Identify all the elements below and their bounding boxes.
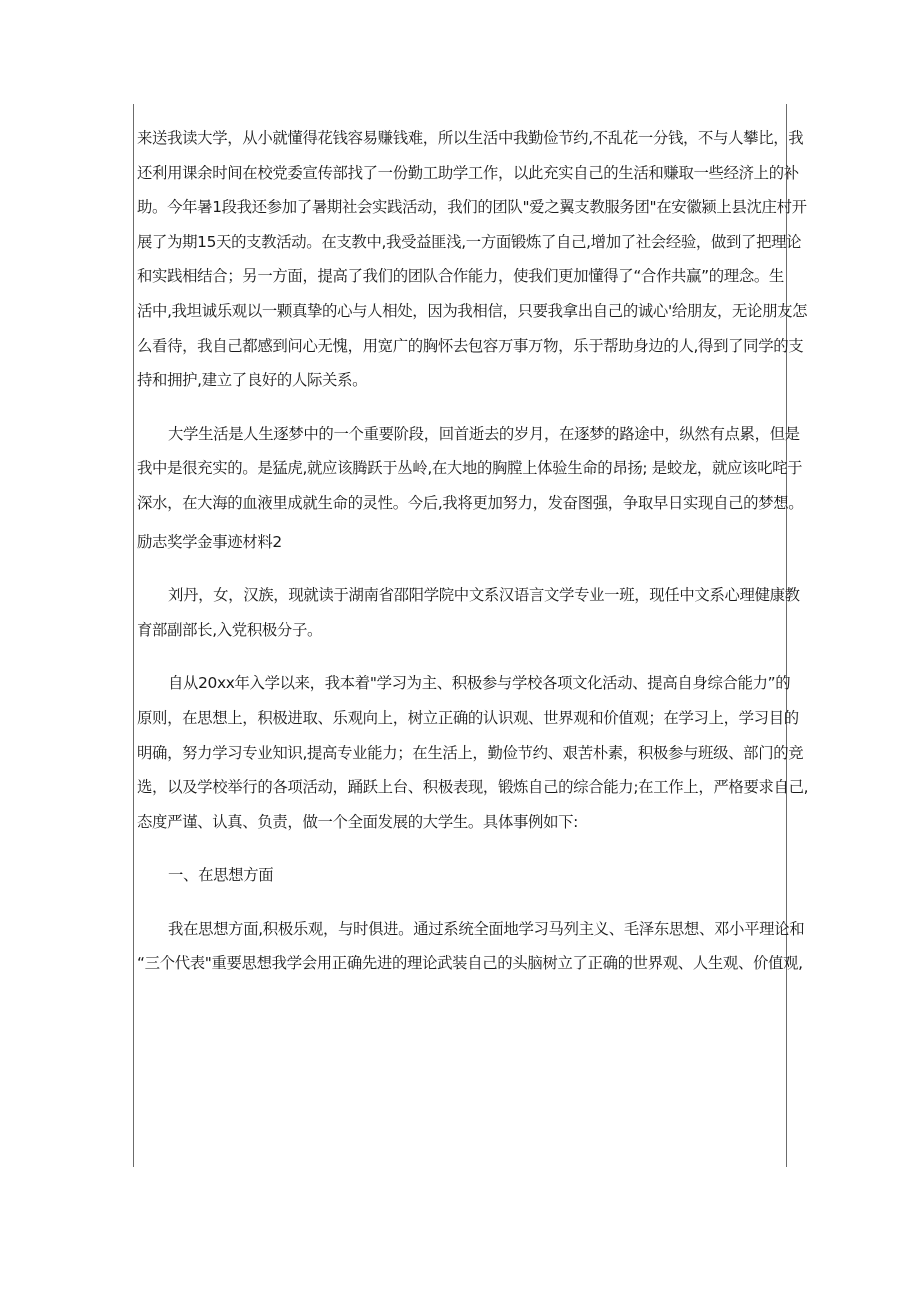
- text-line: 我中是很充实的。是猛虎,就应该腾跃于丛岭,在大地的胸膛上体验生命的昂扬; 是蛟龙，就应该叱咤于: [137, 459, 803, 478]
- text-line: 深水，在大海的血液里成就生命的灵性。今后,我将更加努力，发奋图强，争取早日实现自己的梦想。: [137, 493, 804, 512]
- text-line: 育部副部长,入党积极分子。: [137, 620, 323, 639]
- text-line: 明确，努力学习专业知识,提高专业能力；在生活上，勤俭节约、艰苦朴素，积极参与班级、部门的竞: [137, 743, 804, 762]
- text-line: 和实践相结合；另一方面，提高了我们的团队合作能力，使我们更加懂得了“合作共赢”的理念。生: [137, 267, 784, 286]
- text-line: 么看待，我自己都感到问心无愧，用宽广的胸怀去包容万事万物，乐于帮助身边的人,得到了同学的支: [137, 336, 804, 355]
- text-line: “三个代表"重要思想我学会用正确先进的理论武装自己的头脑树立了正确的世界观、人生观、价值观,: [137, 954, 803, 973]
- subsection-heading: [137, 858, 787, 893]
- heading-text: 一、在思想方面: [168, 866, 274, 885]
- text-line: 活中,我坦诚乐观以一颗真挚的心与人相处，因为我相信，只要我拿出自己的诚心'给朋友，无论朋友怎: [137, 301, 808, 320]
- text-line: 态度严谨、认真、负责，做一个全面发展的大学生。具体事例如下:: [137, 812, 579, 831]
- paragraph-college-life: [137, 417, 804, 521]
- text-line: 我在思想方面,积极乐观，与时俱进。通过系统全面地学习马列主义、毛泽东思想、邓小平理论和: [168, 919, 805, 938]
- text-line: 大学生活是人生逐梦中的一个重要阶段，回首逝去的岁月，在逐梦的路途中，纵然有点累，但是: [168, 424, 800, 443]
- section-heading: [137, 525, 787, 560]
- text-line: 还利用课余时间在校党委宣传部找了一份勤工助学工作，以此充实自己的生活和赚取一些经济上的补: [137, 163, 799, 182]
- paragraph-principles: [137, 666, 809, 839]
- text-line: 刘丹，女，汉族，现就读于湖南省邵阳学院中文系汉语言文学专业一班，现任中文系心理健康教: [168, 586, 800, 605]
- text-line: 展了为期15天的支教活动。在支教中,我受益匪浅,一方面锻炼了自己,增加了社会经验，做到了把理论: [137, 232, 802, 251]
- document-body: [137, 121, 809, 981]
- text-line: 助。今年暑1段我还参加了暑期社会实践活动，我们的团队"爱之翼支教服务团"在安徽颍上县沈庄村开: [137, 198, 807, 217]
- text-line: 来送我读大学，从小就懂得花钱容易赚钱难，所以生活中我勤俭节约,不乱花一分钱，不与人攀比，我: [137, 129, 804, 147]
- paragraph-intro: [137, 578, 800, 647]
- text-line: 原则，在思想上，积极进取、乐观向上，树立正确的认识观、世界观和价值观；在学习上，学习目的: [137, 708, 799, 727]
- heading-text: 励志奖学金事迹材料2: [137, 532, 282, 551]
- text-line: 选，以及学校举行的各项活动，踊跃上台、积极表现，锻炼自己的综合能力;在工作上，严格要求自己,: [137, 778, 809, 797]
- text-line: 自从20xx年入学以来，我本着"学习为主、积极参与学校各项文化活动、提高自身综合能力”的: [168, 674, 791, 693]
- paragraph-ideology: [137, 912, 805, 981]
- paragraph-family-support: [137, 121, 808, 398]
- text-line: 持和拥护,建立了良好的人际关系。: [137, 371, 368, 390]
